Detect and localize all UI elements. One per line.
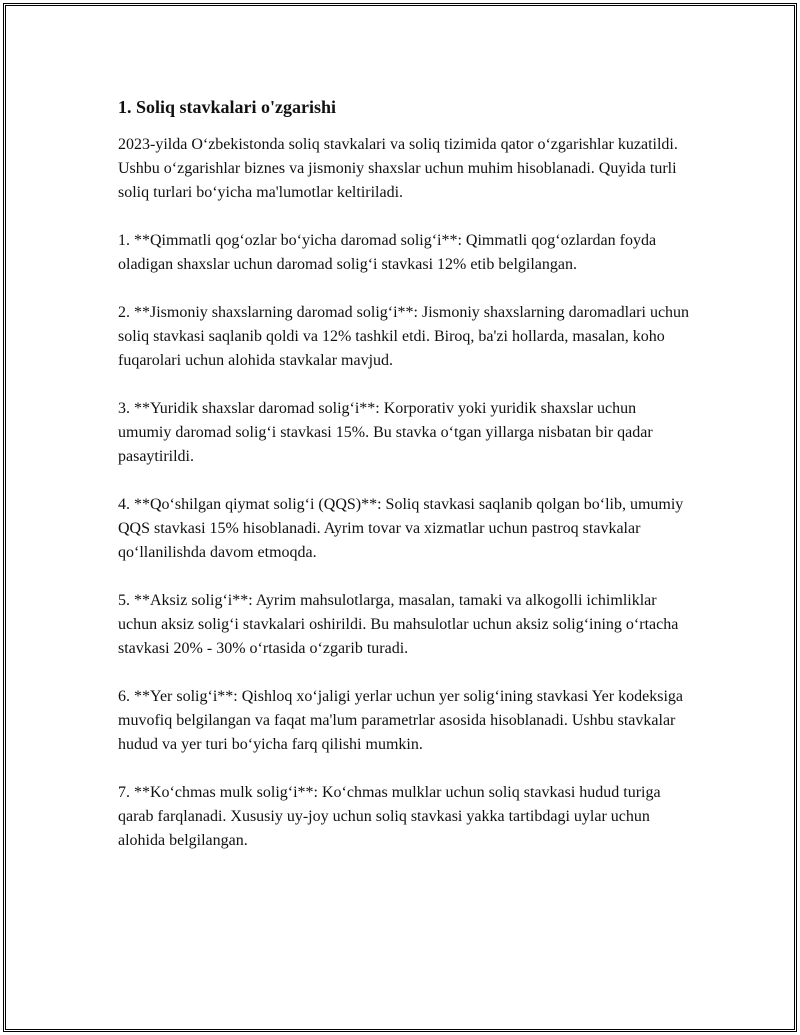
intro-paragraph: 2023-yilda O‘zbekistonda soliq stavkalari va soliq tizimida qator o‘zgarishlar kuzatildi. Ushbu o‘zgarishlar biznes va jismoniy shaxslar uchun muhim hisoblanadi. Quyida turli soliq turlari bo‘yicha ma'lumotlar keltiriladi. — [118, 136, 678, 201]
list-item: 5. **Aksiz solig‘i**: Ayrim mahsulotlarga, masalan, tamaki va alkogolli ichimliklar uchun aksiz solig‘i stavkalari oshirildi. Bu mahsulotlar uchun aksiz solig‘ining o‘rtacha stavkasi 20% - 30% o‘rtasida o‘zgarib turadi. — [118, 592, 679, 657]
list-item: 6. **Yer solig‘i**: Qishloq xo‘jaligi yerlar uchun yer solig‘ining stavkasi Yer kodeksiga muvofiq belgilangan va faqat ma'lum parametrlar asosida hisoblanadi. Ushbu stavkalar hudud va yer turi bo‘yicha farq qilishi mumkin. — [118, 688, 683, 753]
list-item: 3. **Yuridik shaxslar daromad solig‘i**: Korporativ yoki yuridik shaxslar uchun umumiy daromad solig‘i stavkasi 15%. Bu stavka o‘tgan yillarga nisbatan bir qadar pasaytirildi. — [118, 400, 653, 465]
document-body — [118, 95, 693, 853]
section-title: 1. Soliq stavkalari o'zgarishi — [118, 97, 337, 117]
list-item: 1. **Qimmatli qog‘ozlar bo‘yicha daromad solig‘i**: Qimmatli qog‘ozlardan foyda oladigan shaxslar uchun daromad solig‘i stavkasi 12% etib belgilangan. — [118, 232, 657, 273]
list-item: 2. **Jismoniy shaxslarning daromad solig‘i**: Jismoniy shaxslarning daromadlari uchun soliq stavkasi saqlanib qoldi va 12% tashkil etdi. Biroq, ba'zi hollarda, masalan, koho fuqarolari uchun alohida stavkalar mavjud. — [118, 304, 690, 369]
list-item: 7. **Ko‘chmas mulk solig‘i**: Ko‘chmas mulklar uchun soliq stavkasi hudud turiga qarab farqlanadi. Xususiy uy-joy uchun soliq stavkasi yakka tartibdagi uylar uchun alohida belgilangan. — [118, 784, 661, 849]
list-item: 4. **Qo‘shilgan qiymat solig‘i (QQS)**: Soliq stavkasi saqlanib qolgan bo‘lib, umumiy QQS stavkasi 15% hisoblanadi. Ayrim tovar va xizmatlar uchun pastroq stavkalar qo‘llanilishda davom etmoqda. — [118, 496, 684, 561]
